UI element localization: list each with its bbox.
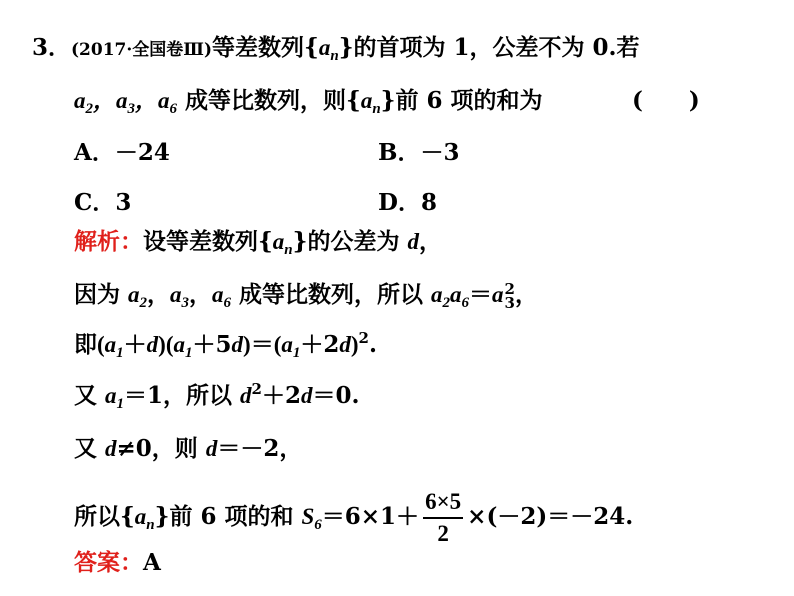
- problem-line2-mid: 成等比数列，则: [185, 87, 347, 114]
- option-c: C．3: [74, 189, 132, 216]
- answer-label: 答案：: [74, 549, 143, 576]
- fraction: $\frac{6\times 5}{2}$: [425, 489, 462, 546]
- problem-stem-part2: 的首项为 1，公差不为 0.若: [353, 34, 640, 61]
- solution-line-5: 又 d≠0，则 d＝－2，: [74, 435, 303, 462]
- answer-paren: ( ): [632, 87, 700, 114]
- problem-line2-end: 前 6 项的和为: [395, 87, 543, 114]
- problem-number: 3．: [32, 34, 72, 61]
- solution-label: 解析：: [74, 228, 143, 255]
- problem-line-1: [32, 33, 640, 65]
- solution-line-6: 所以$\{a_n\}$前 6 项的和 $S_6=6\times 1+$ $\frac{6\times 5}{2}$ ×(－2)＝－24.: [74, 484, 633, 550]
- problem-line-2: [74, 86, 542, 116]
- problem-source: (2017·全国卷Ⅲ): [71, 40, 213, 60]
- solution-line-3: 即$(a_1+d)(a_1+5d)=(a_1+2d)^2$.: [74, 329, 377, 361]
- problem-stem-part1: 等差数列: [212, 34, 305, 61]
- answer-line: [74, 548, 161, 578]
- solution-line-2: 因为 $a_2$，$a_3$，$a_6$ 成等比数列，所以 $a_2a_6=a$ 2 3 ，: [74, 280, 538, 312]
- solution-line-4: 又 $a_1=1$，所以 $d^2+2d=0$.: [74, 380, 360, 412]
- sequence-notation: $\{a_n\}$: [304, 34, 354, 64]
- solution-line-1: 解析：设等差数列$\{a_n\}$的公差为 d，: [74, 228, 442, 258]
- option-d: D．8: [378, 189, 437, 216]
- terms-a2-a3-a6: $a_2$，$a_3$，$a_6$: [74, 88, 177, 117]
- answer-value: A: [143, 549, 161, 576]
- option-b: B．－3: [378, 139, 460, 166]
- sequence-notation: $\{a_n\}$: [346, 87, 396, 117]
- option-a: A．－24: [74, 139, 170, 166]
